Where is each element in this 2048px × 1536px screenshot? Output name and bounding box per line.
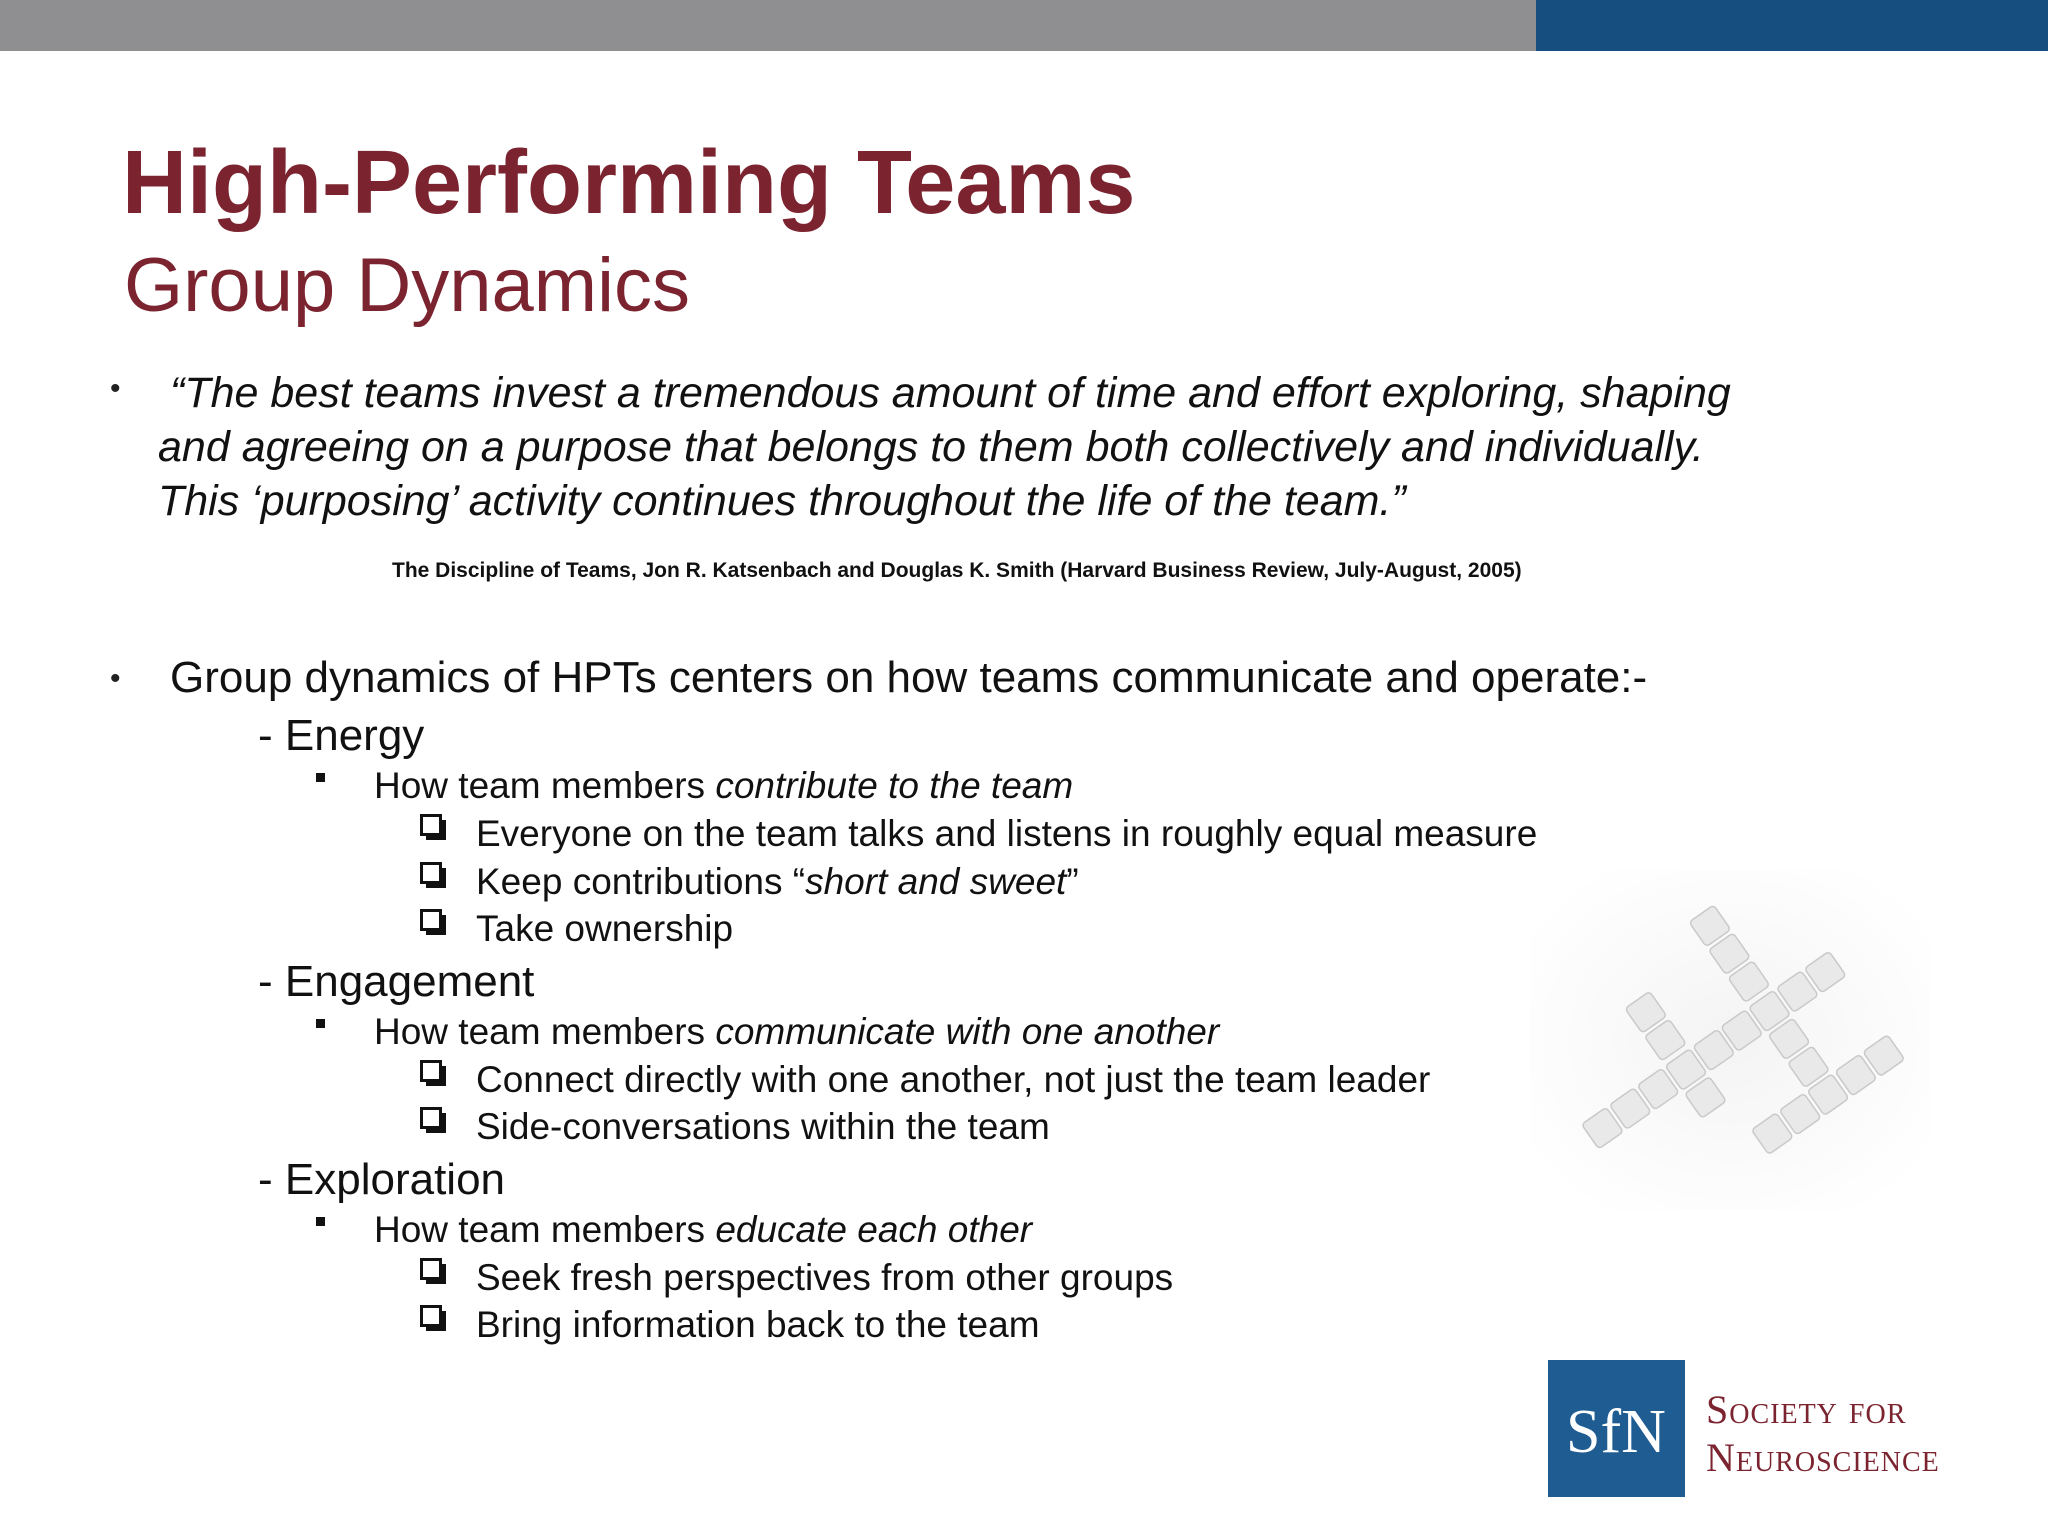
- dynamics-intro: Group dynamics of HPTs centers on how teams communicate and operate:-: [170, 653, 1648, 702]
- item-text: Keep contributions “: [476, 861, 806, 902]
- square-bullet-icon: [316, 1217, 325, 1226]
- list-item: Seek fresh perspectives from other groups: [476, 1257, 1174, 1298]
- section-how-energy: [374, 767, 1073, 804]
- slide-subtitle: Group Dynamics: [124, 243, 690, 328]
- how-prefix: How team members: [374, 1011, 716, 1052]
- item-text: ”: [1066, 861, 1079, 902]
- word-tiles-image: [1530, 870, 1930, 1210]
- square-bullet-icon: [316, 1019, 325, 1028]
- quote-line: and agreeing on a purpose that belongs to them both collectively and individually.: [158, 423, 1704, 471]
- slide-title: High-Performing Teams: [122, 133, 1136, 233]
- how-emphasis: communicate with one another: [715, 1011, 1220, 1052]
- section-heading-exploration: - Exploration: [258, 1155, 506, 1204]
- bullet-dot: •: [110, 662, 121, 695]
- quote-block: [158, 366, 1878, 528]
- list-item: Everyone on the team talks and listens in roughly equal measure: [476, 813, 1538, 854]
- list-item: Take ownership: [476, 908, 734, 949]
- checkbox-icon: [420, 814, 446, 840]
- quote-citation: [392, 560, 1522, 581]
- list-item: Side-conversations within the team: [476, 1106, 1050, 1147]
- checkbox-icon: [420, 1305, 446, 1331]
- section-heading-energy: - Energy: [258, 711, 425, 760]
- how-emphasis: educate each other: [715, 1209, 1033, 1250]
- section-heading-engagement: - Engagement: [258, 957, 535, 1006]
- how-prefix: How team members: [374, 765, 716, 806]
- list-item: Connect directly with one another, not just the team leader: [476, 1059, 1431, 1100]
- section-how-exploration: [374, 1211, 1032, 1248]
- how-emphasis: contribute to the team: [715, 765, 1074, 806]
- checkbox-icon: [420, 1107, 446, 1133]
- sfn-logo-mark: [1548, 1360, 1685, 1497]
- top-bar-gray: [0, 0, 1536, 51]
- square-bullet-icon: [316, 773, 325, 782]
- logo-mark-text: SfN: [1566, 1398, 1666, 1466]
- quote-line: This ‘purposing’ activity continues throughout the life of the team.”: [158, 477, 1406, 525]
- bullet-dot: •: [110, 372, 121, 405]
- logo-wordmark: Society for Neuroscience: [1706, 1387, 1940, 1480]
- top-bar-blue: [1536, 0, 2048, 51]
- section-how-engagement: [374, 1013, 1219, 1050]
- checkbox-icon: [420, 1060, 446, 1086]
- sfn-logo-graphic: [1548, 1360, 1685, 1497]
- checkbox-icon: [420, 1258, 446, 1284]
- checkbox-icon: [420, 862, 446, 888]
- citation-text: The Discipline of Teams, Jon R. Katsenbach and Douglas K. Smith (Harvard Business Review, July-August, 2005): [392, 559, 1522, 582]
- item-emphasis: short and sweet: [805, 861, 1067, 902]
- logo-line: [1706, 1386, 2006, 1482]
- how-prefix: How team members: [374, 1209, 716, 1250]
- list-item: [476, 863, 1079, 900]
- list-item: Bring information back to the team: [476, 1304, 1040, 1345]
- quote-line: “The best teams invest a tremendous amount of time and effort exploring, shaping: [170, 369, 1731, 417]
- checkbox-icon: [420, 909, 446, 935]
- society-logo-text: [1706, 1386, 2006, 1482]
